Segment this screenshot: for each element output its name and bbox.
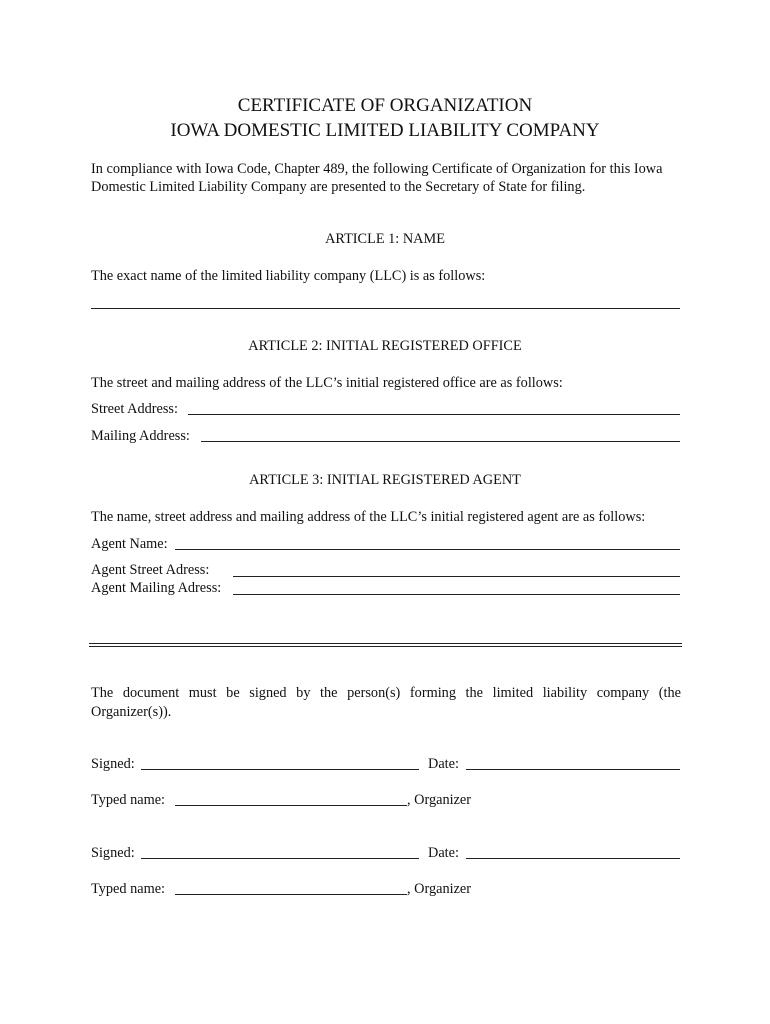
date-field-1[interactable] bbox=[466, 769, 680, 770]
article-3-heading: ARTICLE 3: INITIAL REGISTERED AGENT bbox=[249, 472, 521, 488]
street-address-label: Street Address: bbox=[91, 401, 178, 417]
signed-label-1: Signed: bbox=[91, 756, 135, 772]
document-subtitle: IOWA DOMESTIC LIMITED LIABILITY COMPANY bbox=[170, 120, 600, 141]
llc-name-field[interactable] bbox=[91, 308, 680, 309]
article-1-heading: ARTICLE 1: NAME bbox=[325, 231, 445, 247]
agent-mailing-label: Agent Mailing Adress: bbox=[91, 580, 222, 596]
article-2-text: The street and mailing address of the LLC’s initial registered office are as follows: bbox=[91, 375, 563, 391]
date-label-1: Date: bbox=[428, 756, 459, 772]
typed-name-label-2: Typed name: bbox=[91, 881, 166, 897]
street-address-field[interactable] bbox=[188, 414, 680, 415]
agent-name-field[interactable] bbox=[175, 549, 680, 550]
date-label-2: Date: bbox=[428, 845, 459, 861]
article-1-text: The exact name of the limited liability company (LLC) is as follows: bbox=[91, 268, 486, 284]
agent-street-label: Agent Street Adress: bbox=[91, 562, 210, 578]
section-divider bbox=[89, 643, 682, 647]
article-3-text: The name, street address and mailing address of the LLC’s initial registered agent are as follows: bbox=[91, 509, 646, 525]
signature-field-2[interactable] bbox=[141, 858, 419, 859]
agent-name-label: Agent Name: bbox=[91, 536, 168, 552]
mailing-address-field[interactable] bbox=[201, 441, 680, 442]
typed-name-label-1: Typed name: bbox=[91, 792, 166, 808]
typed-name-field-2[interactable] bbox=[175, 894, 407, 895]
intro-paragraph: In compliance with Iowa Code, Chapter 489, the following Certificate of Organization for this Iowa Domestic Limited Liability Company are presented to the Secretary of State for filing. bbox=[91, 161, 663, 195]
agent-mailing-field[interactable] bbox=[233, 594, 680, 595]
typed-name-field-1[interactable] bbox=[175, 805, 407, 806]
mailing-address-label: Mailing Address: bbox=[91, 428, 190, 444]
agent-street-field[interactable] bbox=[233, 576, 680, 577]
signature-field-1[interactable] bbox=[141, 769, 419, 770]
date-field-2[interactable] bbox=[466, 858, 680, 859]
organizer-suffix-1: , Organizer bbox=[407, 792, 472, 808]
document-title: CERTIFICATE OF ORGANIZATION bbox=[237, 95, 533, 116]
signature-instruction: The document must be signed by the person(s) forming the limited liability company (the Organizer(s)). bbox=[91, 685, 681, 720]
article-2-heading: ARTICLE 2: INITIAL REGISTERED OFFICE bbox=[248, 338, 522, 354]
signed-label-2: Signed: bbox=[91, 845, 135, 861]
organizer-suffix-2: , Organizer bbox=[407, 881, 472, 897]
